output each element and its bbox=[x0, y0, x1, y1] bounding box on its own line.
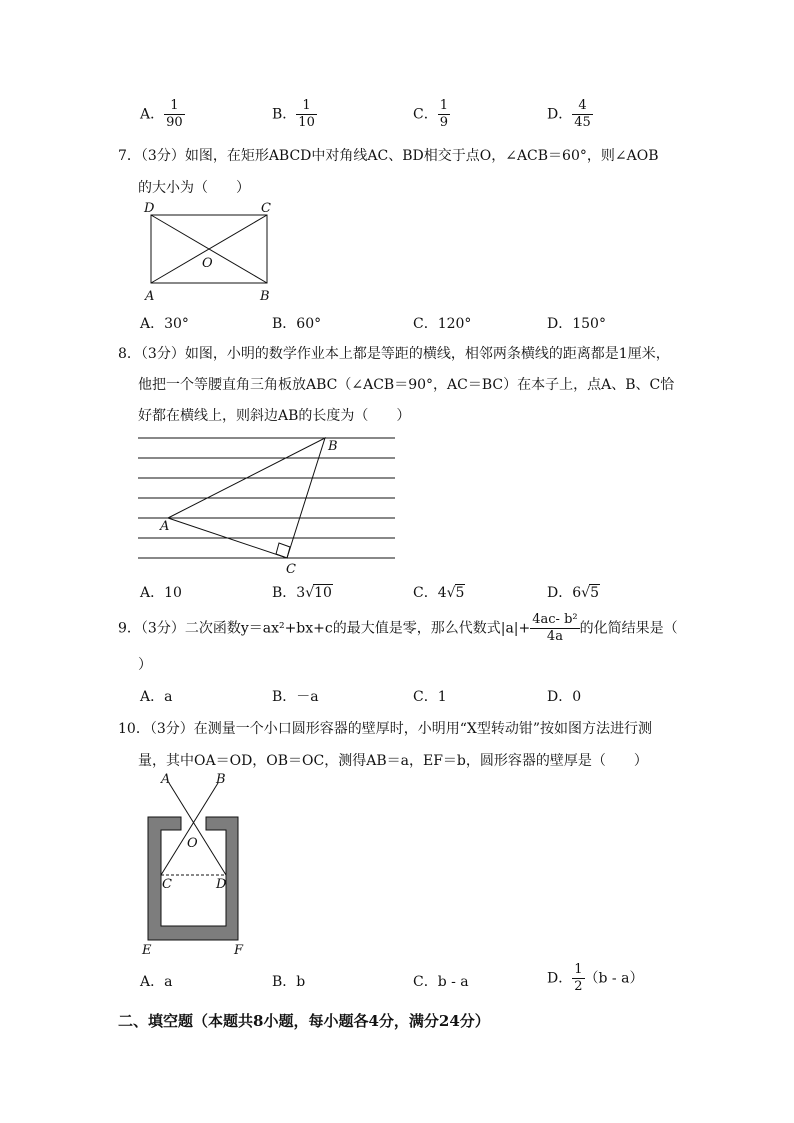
q8-label-b: B bbox=[328, 439, 338, 454]
q10-container-diagram bbox=[138, 770, 258, 960]
q8-text-line2: 他把一个等腰直角三角板放ABC（∠ACB＝90°，AC＝BC）在本子上，点A、B、C恰 bbox=[138, 377, 675, 393]
q7-label-o: O bbox=[202, 256, 213, 271]
q9-option-b: B．－a bbox=[272, 689, 319, 705]
q10-option-c: C．b - a bbox=[413, 974, 469, 990]
q9-text-line2: ） bbox=[138, 657, 152, 673]
q10-label-o: O bbox=[187, 836, 198, 851]
q7-option-a: A．30° bbox=[140, 316, 189, 332]
q6-option-c: C． $\frac{1}{9}$ bbox=[413, 98, 448, 130]
section-heading-fill-in: 二、填空题（本题共8小题，每小题各4分，满分24分） bbox=[118, 1012, 490, 1030]
q8-triangle-diagram bbox=[130, 430, 405, 575]
q7-label-c: C bbox=[261, 201, 271, 216]
q7-text-line1: 7．（3分）如图，在矩形ABCD中对角线AC、BD相交于点O，∠ACB＝60°，则∠AOB bbox=[118, 148, 659, 164]
q9-text-line1: 9．（3分）二次函数y＝ax²+bx+c的最大值是零，那么代数式|a|+ $\frac{\text{4ac- b²}}{4a}$ 的化简结果是（ bbox=[118, 612, 678, 644]
q10-label-d: D bbox=[216, 877, 227, 892]
q7-text-line2: 的大小为（ ） bbox=[138, 180, 250, 196]
q8-option-b: B．3√10 bbox=[272, 585, 332, 601]
q6-option-b: B． $\frac{1}{10}$ bbox=[272, 98, 315, 130]
q9-option-d: D．0 bbox=[547, 689, 582, 705]
q6-option-a: A． $\frac{1}{90}$ bbox=[140, 98, 183, 130]
q10-text-line2: 量，其中OA＝OD，OB＝OC，测得AB＝a，EF＝b，圆形容器的壁厚是（ ） bbox=[138, 753, 648, 769]
q7-label-a: A bbox=[145, 289, 155, 304]
q10-label-b: B bbox=[216, 772, 226, 787]
q8-text-line1: 8．（3分）如图，小明的数学作业本上都是等距的横线，相邻两条横线的距离都是1厘米， bbox=[118, 346, 670, 362]
q7-label-d: D bbox=[144, 201, 155, 216]
q8-option-d: D．6√5 bbox=[547, 585, 599, 601]
q7-option-d: D．150° bbox=[547, 316, 606, 332]
q9-option-a: A．a bbox=[140, 689, 173, 705]
q8-option-a: A．10 bbox=[140, 585, 182, 601]
q10-label-e: E bbox=[142, 943, 152, 958]
q8-text-line3: 好都在横线上，则斜边AB的长度为（ ） bbox=[138, 408, 411, 424]
q6-option-d: D． $\frac{4}{45}$ bbox=[547, 98, 591, 130]
q8-label-c: C bbox=[286, 562, 296, 575]
q8-option-c: C．4√5 bbox=[413, 585, 465, 601]
q7-label-b: B bbox=[260, 289, 270, 304]
q7-option-c: C．120° bbox=[413, 316, 472, 332]
q9-option-c: C．1 bbox=[413, 689, 447, 705]
q7-rectangle-diagram bbox=[140, 198, 290, 306]
q10-text-line1: 10．（3分）在测量一个小口圆形容器的壁厚时，小明用“X型转动钳”按如图方法进行测 bbox=[118, 721, 653, 737]
q8-label-a: A bbox=[160, 519, 170, 534]
q10-label-f: F bbox=[234, 943, 244, 958]
q10-option-a: A．a bbox=[140, 974, 173, 990]
q10-option-d: D． $\frac{1}{2}$ （b - a） bbox=[547, 962, 644, 994]
q7-option-b: B．60° bbox=[272, 316, 322, 332]
q10-label-a: A bbox=[161, 772, 171, 787]
q10-label-c: C bbox=[162, 877, 172, 892]
q10-option-b: B．b bbox=[272, 974, 306, 990]
